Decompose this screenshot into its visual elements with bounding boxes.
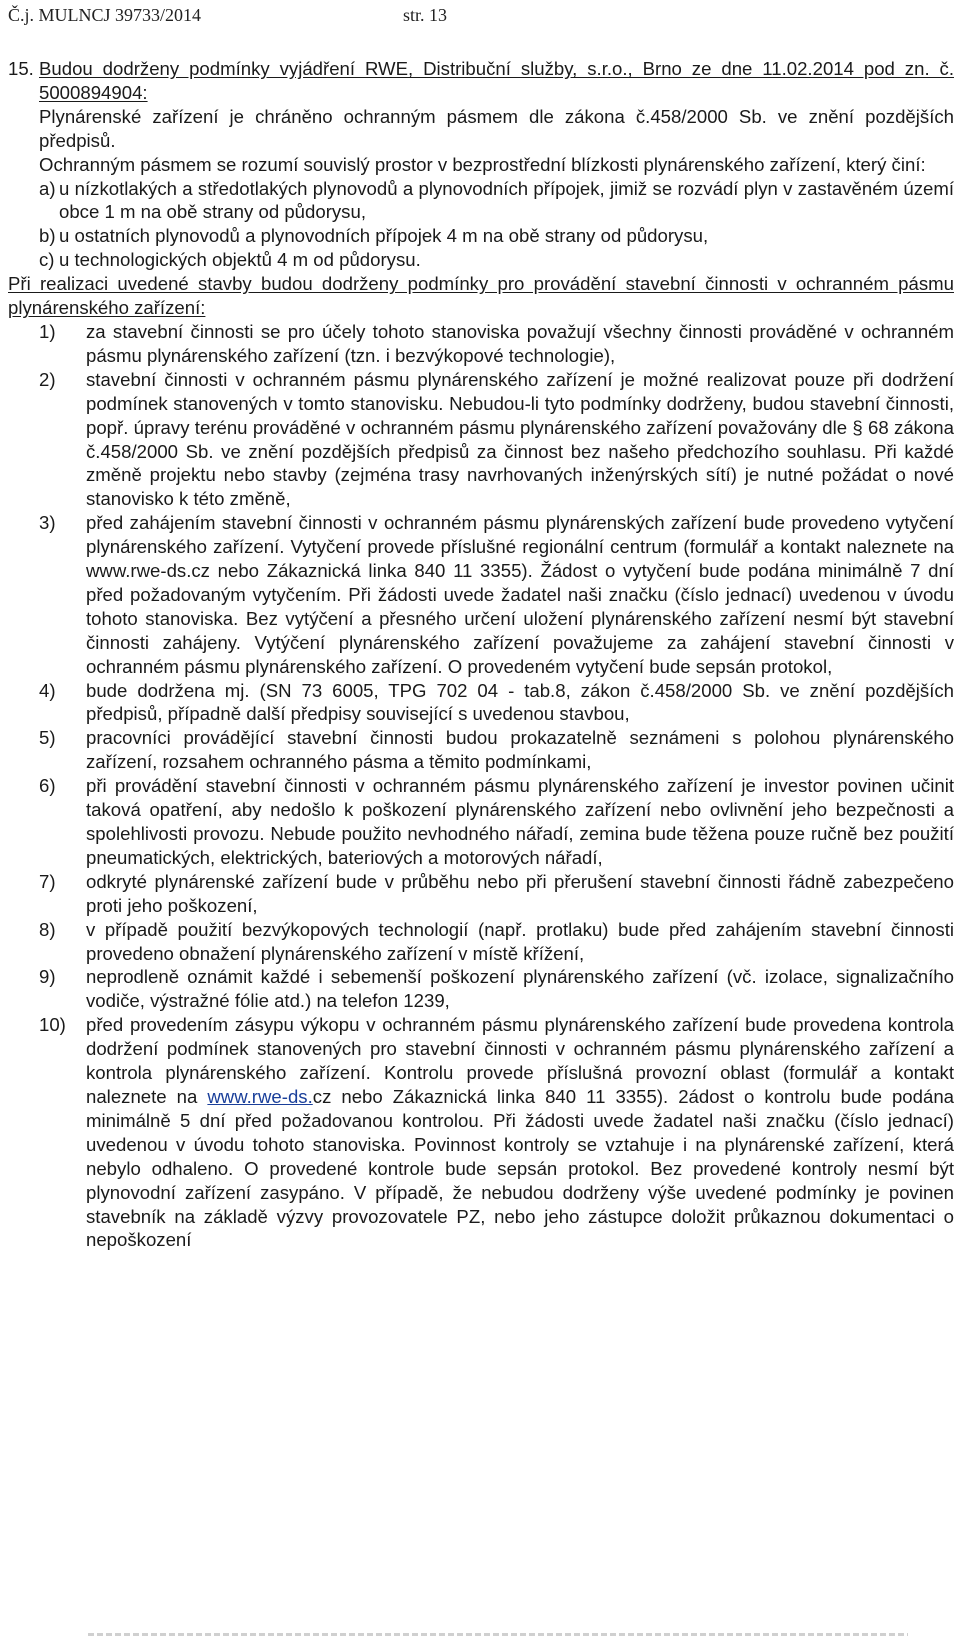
condition-item — [8, 320, 954, 368]
section-title: Budou dodrženy podmínky vyjádření RWE, Distribuční služby, s.r.o., Brno ze dne 11.02.2014 pod zn. č. 5000894904: — [39, 58, 954, 103]
page-header — [8, 4, 448, 28]
zone-item — [8, 248, 954, 272]
rwe-ds-link[interactable]: www.rwe-ds. — [207, 1085, 313, 1107]
condition-item-text: za stavební činnosti se pro účely tohoto stanoviska považují všechny činnosti prováděné v ochranném pásmu plynárenského zařízení (tzn. i bezvýkopové technologie), — [86, 320, 954, 366]
condition-item-text — [86, 1013, 954, 1252]
condition-item-label: 4) — [39, 679, 56, 701]
zone-item-text: u nízkotlakých a středotlakých plynovodů a plynovodních přípojek, jimiž se rozvádí plyn v zastavěném území obce 1 m na obě strany od půdorysu, — [59, 177, 954, 223]
condition-item-label: 1) — [39, 320, 56, 342]
zone-item — [8, 224, 954, 248]
condition-item-label: 2) — [39, 368, 56, 390]
zone-item-text: u ostatních plynovodů a plynovodních přípojek 4 m na obě strany od půdorysu, — [59, 225, 709, 247]
section-number: 15. — [8, 58, 34, 79]
condition-item-text: před zahájením stavební činnosti v ochranném pásmu plynárenských zařízení bude provedeno vytyčení plynárenského zařízení. Vytyčení provede příslušné regionální centrum (formulář a kontakt naleznete na www.rwe-ds.cz nebo Zákaznická linka 840 11 3355). Žádost o vytyčení bude podána minimálně 7 dní před požadovaným vytyčením. Při žádosti uvede žadatel naši značku (číslo jednací) uvedenou v úvodu tohoto stanoviska. Bez vytýčení a přesného určení uložení plynárenského zařízení nesmí být stavební činnosti zahájeny. Vytýčení plynárenského zařízení považujeme za zahájení stavební činnosti v ochranném pásmu plynárenského zařízení. O provedeném vytyčení bude sepsán protokol, — [86, 512, 954, 677]
condition-item-label: 6) — [39, 775, 56, 797]
zone-item-text: u technologických objektů 4 m od půdorysu. — [59, 249, 421, 271]
condition-item-label: 5) — [39, 727, 56, 749]
condition-item — [8, 870, 954, 918]
condition-item-text: při provádění stavební činnosti v ochranném pásmu plynárenského zařízení je investor povinen učinit taková opatření, aby nedošlo k poškození plynárenského zařízení nebo ovlivnění jeho bezpečnosti a spolehlivosti provozu. Nebude použito nevhodného nářadí, zemina bude těžena pouze ručně bez použití pneumatických, elektrických, bateriových a motorových nářadí, — [86, 775, 954, 868]
condition-item-text: bude dodržena mj. (SN 73 6005, TPG 702 04 - tab.8, zákon č.458/2000 Sb. ve znění pozdějších předpisů, případně další předpisy související s uvedenou stavbou, — [86, 679, 954, 725]
condition-item — [8, 1013, 954, 1252]
condition-item-label: 9) — [39, 966, 56, 988]
condition-item — [8, 511, 954, 678]
zone-item-label: b) — [39, 225, 56, 247]
condition-item-label: 10) — [39, 1014, 66, 1036]
section-heading — [8, 57, 954, 177]
conditions-block — [8, 272, 954, 320]
condition-item-label: 7) — [39, 870, 56, 892]
zone-item — [8, 177, 954, 225]
condition-item-text: v případě použití bezvýkopových technologií (např. protlaku) bude před zahájením stavební činnosti provedeno obnažení plynárenského zařízení v místě křížení, — [86, 918, 954, 964]
condition-item — [8, 726, 954, 774]
condition-item-label: 3) — [39, 512, 56, 534]
zone-item-label: c) — [39, 249, 55, 271]
condition-item — [8, 774, 954, 870]
condition-item-label: 8) — [39, 918, 56, 940]
protection-zone-definition: Ochranným pásmem se rozumí souvislý prostor v bezprostřední blízkosti plynárenského zařízení, který činí: — [39, 153, 926, 175]
page-number: str. 13 — [403, 5, 448, 25]
document-body — [8, 57, 954, 1252]
condition-item-text: stavební činnosti v ochranném pásmu plynárenského zařízení je možné realizovat pouze při dodržení podmínek stanovených v tomto stanovisku. Nebudou-li tyto podmínky dodrženy, budou stavební činnosti, popř. úpravy terénu prováděné v ochranném pásmu plynárenského zařízení považovány dle § 68 zákona č.458/2000 Sb. ve znění pozdějších předpisů za činnost bez našeho předchozího souhlasu. Při každé změně projektu nebo stavby (zejména trasy navrhovaných inženýrských sítí) je nutné požádat o nové stanovisko k této změně, — [86, 368, 954, 510]
document-reference: Č.j. MULNCJ 39733/2014 — [8, 5, 202, 25]
condition-item — [8, 368, 954, 511]
condition-text-part: před provedením zásypu výkopu v ochranném pásmu plynárenského zařízení bude provedena kontrola dodržení podmínek stanovených pro stavební činnosti v ochranném pásmu plynárenského zařízení a kontrola plynárenského zařízení. Kontrolu provede příslušná provozní oblast (formulář a kontakt naleznete na — [86, 1014, 954, 1107]
zone-item-label: a) — [39, 177, 56, 199]
next-page-bleed-through — [88, 1633, 908, 1636]
conditions-heading: Při realizaci uvedené stavby budou dodrženy podmínky pro provádění stavební činnosti v ochranném pásmu plynárenského zařízení: — [8, 273, 954, 319]
condition-item-text: neprodleně oznámit každé i sebemenší poškození plynárenského zařízení (vč. izolace, signalizačního vodiče, výstražné fólie atd.) na telefon 1239, — [86, 966, 954, 1012]
condition-text-part: cz nebo Zákaznická linka 840 11 3355). 2ádost o kontrolu bude podána minimálně 5 dní před požadovanou kontrolou. Při žádosti uvede žadatel naši značku (číslo jednací) uvedenou v úvodu tohoto stanoviska. Povinnost kontroly se vztahuje i na plynárenské zařízení, která nebylo odhaleno. O provedené kontrole bude sepsán protokol. Bez provedené kontroly nesmí být plynovodní zařízení zasypáno. V případě, že nebudou dodrženy výše uvedené podmínky je povinen stavebník na základě výzvy provozovatele PZ, nebo jeho zástupce doložit průkaznou dokumentaci o nepoškození — [86, 1085, 955, 1251]
condition-item-text: odkryté plynárenské zařízení bude v průběhu nebo při přerušení stavební činnosti řádně zabezpečeno proti jeho poškození, — [86, 870, 954, 916]
condition-item-text: pracovníci provádějící stavební činnosti budou prokazatelně seznámeni s polohou plynárenského zařízení, rozsahem ochranného pásma a těmito podmínkami, — [86, 727, 954, 773]
section-intro: Plynárenské zařízení je chráněno ochranným pásmem dle zákona č.458/2000 Sb. ve znění pozdějších předpisů. — [39, 105, 954, 151]
condition-item — [8, 965, 954, 1013]
condition-item — [8, 679, 954, 727]
condition-item — [8, 918, 954, 966]
